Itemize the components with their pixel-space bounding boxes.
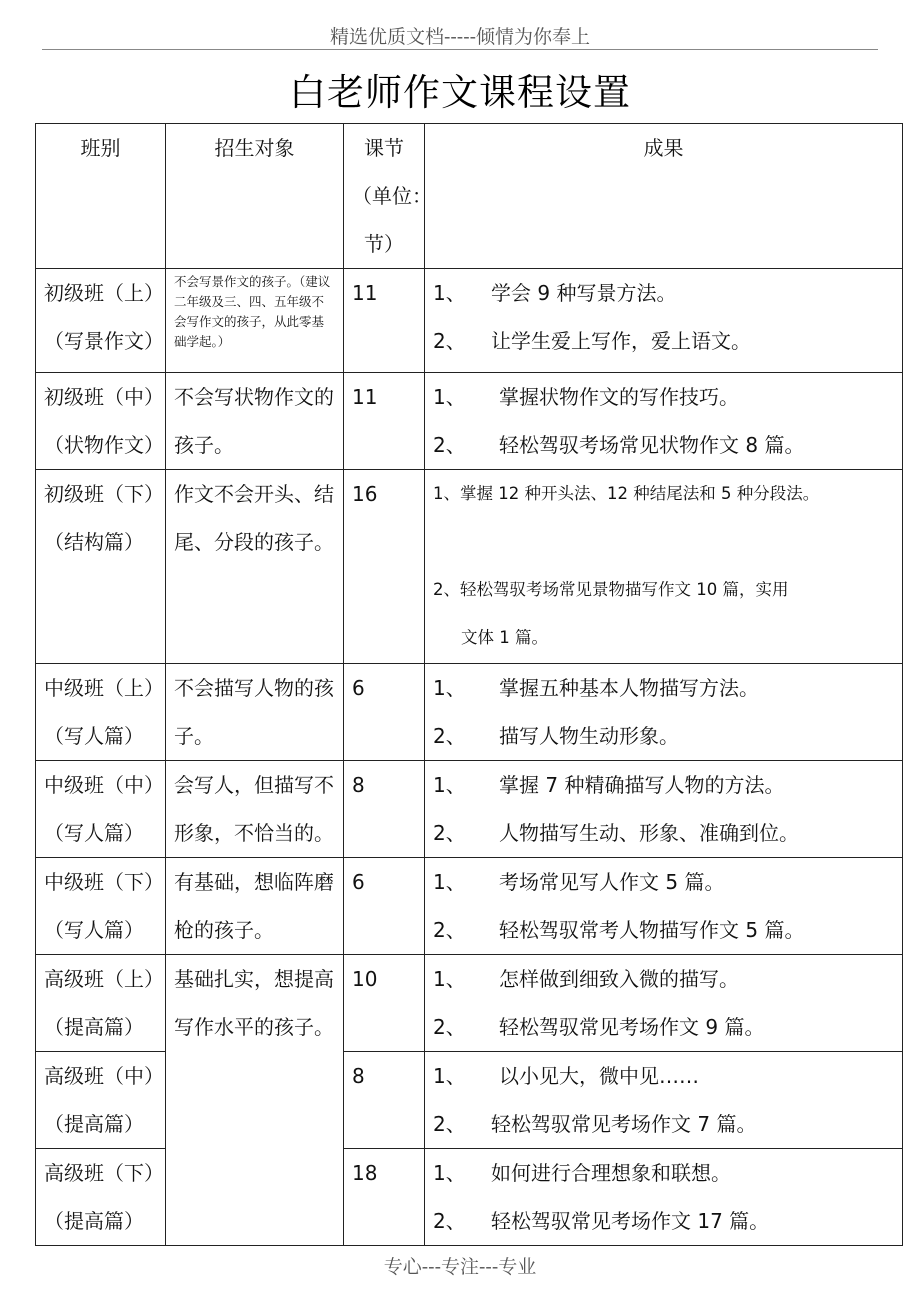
lessons-cell: 11 [344,269,425,373]
target-cell: 不会写状物作文的 孩子。 [166,373,344,470]
col-header-outcome: 成果 [425,124,903,269]
lessons-cell: 10 [344,955,425,1052]
table-row [36,269,903,373]
target-cell: 有基础，想临阵磨 枪的孩子。 [166,858,344,955]
target-cell: 不会写景作文的孩子。（建议 二年级及三、四、五年级不 会写作文的孩子，从此零基 础学起。） [166,269,344,373]
table-row [36,761,903,858]
class-cell: 高级班（中） （提高篇） [36,1052,166,1149]
table-row [36,373,903,470]
target-cell: 作文不会开头、结 尾、分段的孩子。 [166,470,344,664]
page-header: 精选优质文档-----倾情为你奉上 [329,26,591,48]
lessons-cell: 16 [344,470,425,664]
target-cell: 会写人，但描写不 形象，不恰当的。 [166,761,344,858]
class-cell: 中级班（下） （写人篇） [36,858,166,955]
outcome-cell: 1、 掌握 7 种精确描写人物的方法。 2、 人物描写生动、形象、准确到位。 [425,761,903,858]
lessons-cell: 6 [344,664,425,761]
table-header-row [36,124,903,269]
class-cell: 高级班（下） （提高篇） [36,1149,166,1246]
target-cell: 不会描写人物的孩 子。 [166,664,344,761]
outcome-cell: 1、 掌握状物作文的写作技巧。 2、 轻松驾驭考场常见状物作文 8 篇。 [425,373,903,470]
class-cell: 中级班（上） （写人篇） [36,664,166,761]
table-row [36,858,903,955]
col-header-lessons: 课节 （单位： 节） [344,124,425,269]
lessons-cell: 6 [344,858,425,955]
outcome-cell: 1、 考场常见写人作文 5 篇。 2、 轻松驾驭常考人物描写作文 5 篇。 [425,858,903,955]
lessons-cell: 8 [344,1052,425,1149]
outcome-cell: 1、 学会 9 种写景方法。 2、 让学生爱上写作，爱上语文。 [425,269,903,373]
col-header-class: 班别 [36,124,166,269]
lessons-cell: 18 [344,1149,425,1246]
table-row [36,664,903,761]
outcome-cell: 1、 以小见大，微中见…… 2、 轻松驾驭常见考场作文 7 篇。 [425,1052,903,1149]
header-divider [42,49,878,50]
outcome-cell: 1、 怎样做到细致入微的描写。 2、 轻松驾驭常见考场作文 9 篇。 [425,955,903,1052]
class-cell: 初级班（上） （写景作文） [36,269,166,373]
lessons-cell: 11 [344,373,425,470]
class-cell: 初级班（中） （状物作文） [36,373,166,470]
target-cell: 基础扎实，想提高 写作水平的孩子。 [166,955,344,1246]
class-cell: 初级班（下） （结构篇） [36,470,166,664]
outcome-cell: 1、掌握 12 种开头法、12 种结尾法和 5 种分段法。 2、轻松驾驭考场常见景物描写作文 10 篇，实用 文体 1 篇。 [425,470,903,664]
lessons-cell: 8 [344,761,425,858]
class-cell: 中级班（中） （写人篇） [36,761,166,858]
outcome-cell: 1、 掌握五种基本人物描写方法。 2、 描写人物生动形象。 [425,664,903,761]
table-row [36,470,903,664]
outcome-cell: 1、 如何进行合理想象和联想。 2、 轻松驾驭常见考场作文 17 篇。 [425,1149,903,1246]
col-header-target: 招生对象 [166,124,344,269]
page-footer: 专心---专注---专业 [383,1256,537,1278]
class-cell: 高级班（上） （提高篇） [36,955,166,1052]
course-table [35,123,903,1246]
page-title: 白老师作文课程设置 [289,71,631,114]
table-row [36,955,903,1052]
